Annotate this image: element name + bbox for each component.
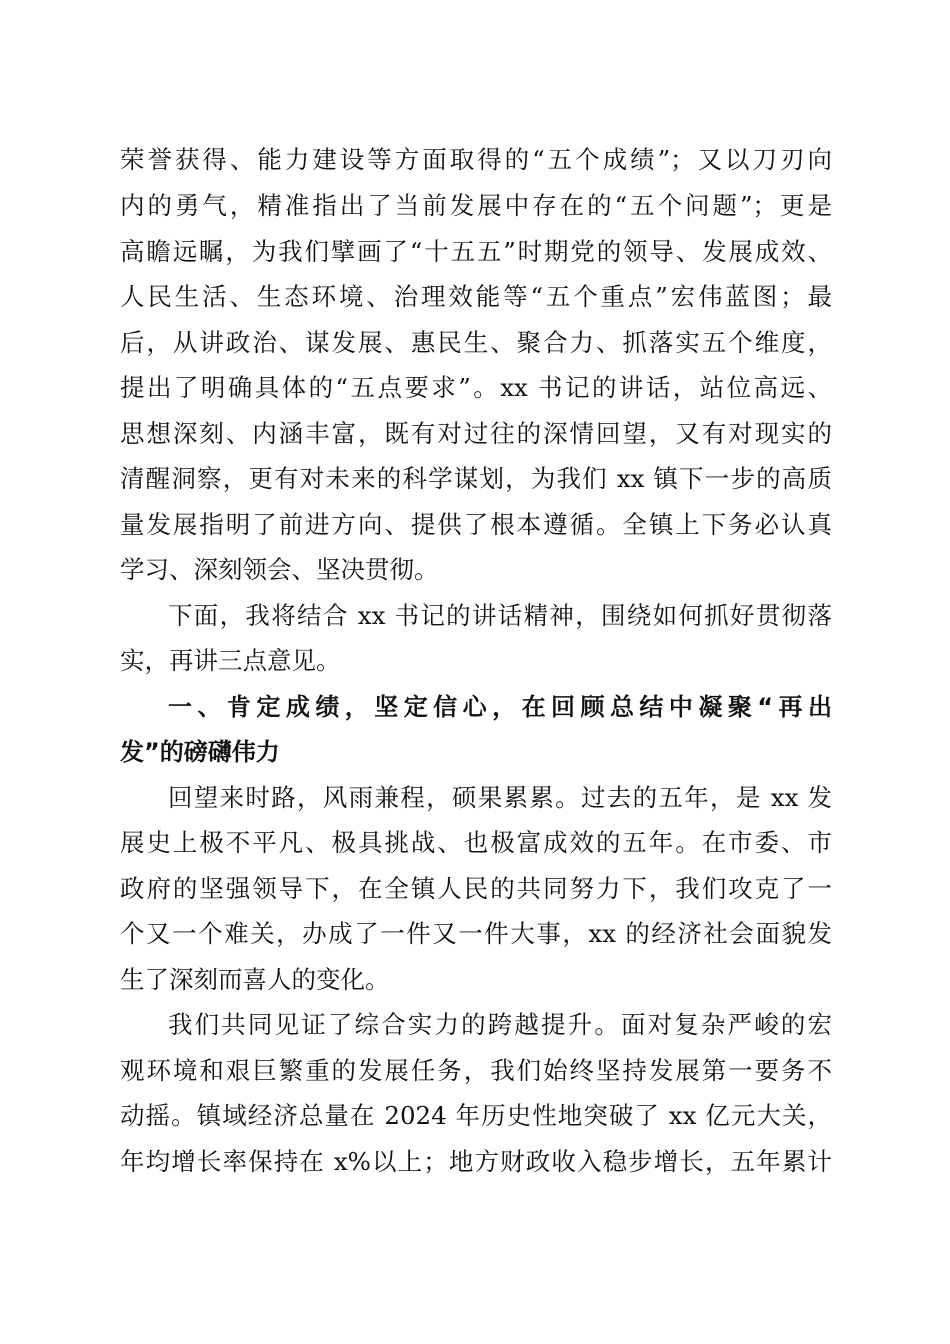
text-line: 实，再讲三点意见。 [120, 646, 341, 675]
text-line: 量发展指明了前进方向、提供了根本遵循。全镇上下务必认真 [120, 510, 832, 539]
text-line: 个又一个难关，办成了一件又一件大事，xx 的经济社会面貌发 [120, 919, 832, 948]
section-heading: 发”的磅礴伟力 [120, 738, 280, 766]
section-heading: 一、肯定成绩，坚定信心，在回顾总结中凝聚“再出 [168, 693, 832, 721]
text-line: 政府的坚强领导下，在全镇人民的共同努力下，我们攻克了一 [120, 874, 832, 903]
text-line: 下面，我将结合 xx 书记的讲话精神，围绕如何抓好贯彻落 [168, 601, 832, 630]
text-line: 展史上极不平凡、极具挑战、也极富成效的五年。在市委、市 [120, 828, 832, 857]
text-line: 清醒洞察，更有对未来的科学谋划，为我们 xx 镇下一步的高质 [120, 464, 832, 493]
text-line: 学习、深刻领会、坚决贯彻。 [120, 555, 439, 584]
text-line: 提出了明确具体的“五点要求”。xx 书记的讲话，站位高远、 [120, 373, 832, 402]
text-line: 我们共同见证了综合实力的跨越提升。面对复杂严峻的宏 [168, 1010, 832, 1039]
text-line: 动摇。镇域经济总量在 2024 年历史性地突破了 xx 亿元大关， [120, 1101, 832, 1130]
text-line: 观环境和艰巨繁重的发展任务，我们始终坚持发展第一要务不 [120, 1056, 832, 1085]
text-line: 高瞻远瞩，为我们擘画了“十五五”时期党的领导、发展成效、 [120, 237, 832, 266]
text-line: 思想深刻、内涵丰富，既有对过往的深情回望，又有对现实的 [120, 419, 832, 448]
text-line: 荣誉获得、能力建设等方面取得的“五个成绩”；又以刀刃向 [120, 145, 832, 174]
text-line: 生了深刻而喜人的变化。 [120, 965, 390, 994]
text-line: 人民生活、生态环境、治理效能等“五个重点”宏伟蓝图；最 [120, 282, 832, 311]
text-line: 后，从讲政治、谋发展、惠民生、聚合力、抓落实五个维度， [120, 328, 832, 357]
text-line: 年均增长率保持在 x%以上；地方财政收入稳步增长，五年累计 [120, 1147, 832, 1176]
text-line: 内的勇气，精准指出了当前发展中存在的“五个问题”；更是 [120, 191, 832, 220]
text-line: 回望来时路，风雨兼程，硕果累累。过去的五年，是 xx 发 [168, 783, 832, 812]
